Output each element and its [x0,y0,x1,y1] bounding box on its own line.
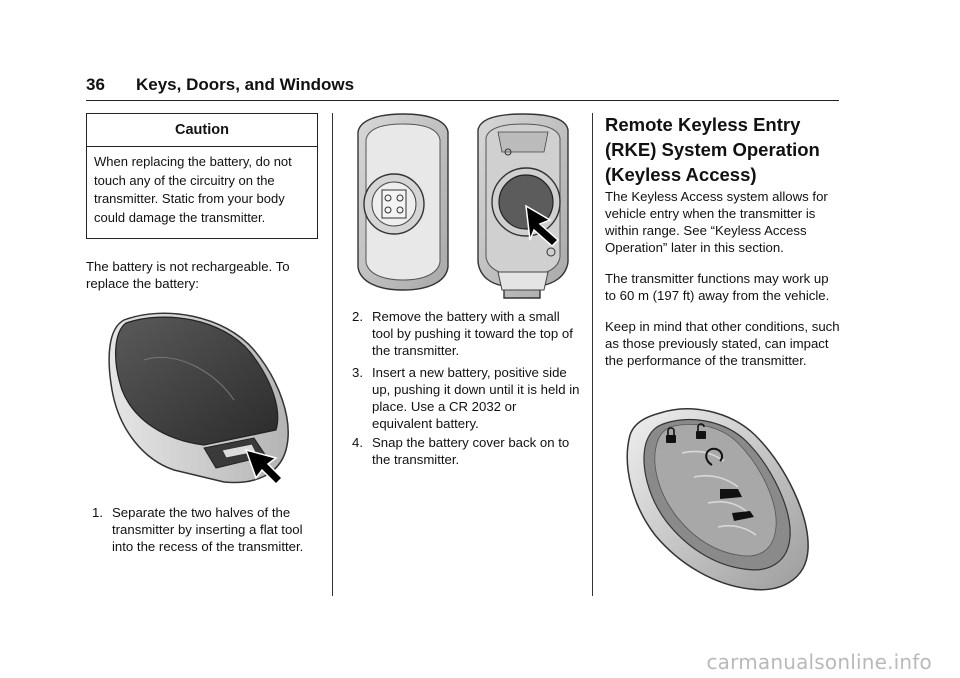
section-heading: Remote Keyless Entry (RKE) System Operation (Keyless Access) [605,114,820,185]
step-text: Separate the two halves of the transmitter by inserting a flat tool into the recess of the transmitter. [112,505,304,554]
fob-opened-illustration [348,112,580,302]
step-3 [352,364,580,432]
range-paragraph: The transmitter functions may work up to 60 m (197 ft) away from the vehicle. [605,271,830,303]
fob-closed-illustration [104,310,304,490]
page-header [86,70,839,101]
fob-buttons-illustration [620,405,820,595]
conditions-paragraph: Keep in mind that other conditions, such as those previously stated, can impact the performance of the transmitter. [605,319,840,368]
watermark: carmanualsonline.info [706,650,932,674]
caution-box [86,113,318,239]
step-number: 3. [352,365,363,380]
caution-title: Caution [87,114,317,147]
intro-paragraph: The battery is not rechargeable. To replace the battery: [86,259,290,291]
step-1 [92,504,324,555]
step-text: Snap the battery cover back on to the transmitter. [372,435,570,467]
step-number: 4. [352,435,363,450]
step-number: 1. [92,505,103,520]
column-divider [332,113,333,596]
page-number: 36 [86,75,105,94]
keyless-paragraph: The Keyless Access system allows for vehicle entry when the transmitter is within range. See “Keyless Access Operation” later in this section. [605,189,828,255]
caution-body: When replacing the battery, do not touch any of the circuitry on the transmitter. Static from your body could damage the transmitter. [94,154,292,225]
step-text: Remove the battery with a small tool by pushing it toward the top of the transmitter. [372,309,573,358]
section-title: Keys, Doors, and Windows [136,75,355,94]
step-text: Insert a new battery, positive side up, pushing it down until it is held in place. Use a CR 2032 or equivalent battery. [372,365,580,431]
step-number: 2. [352,309,363,324]
step-4 [352,434,580,468]
column-divider [592,113,593,596]
step-2 [352,308,580,359]
